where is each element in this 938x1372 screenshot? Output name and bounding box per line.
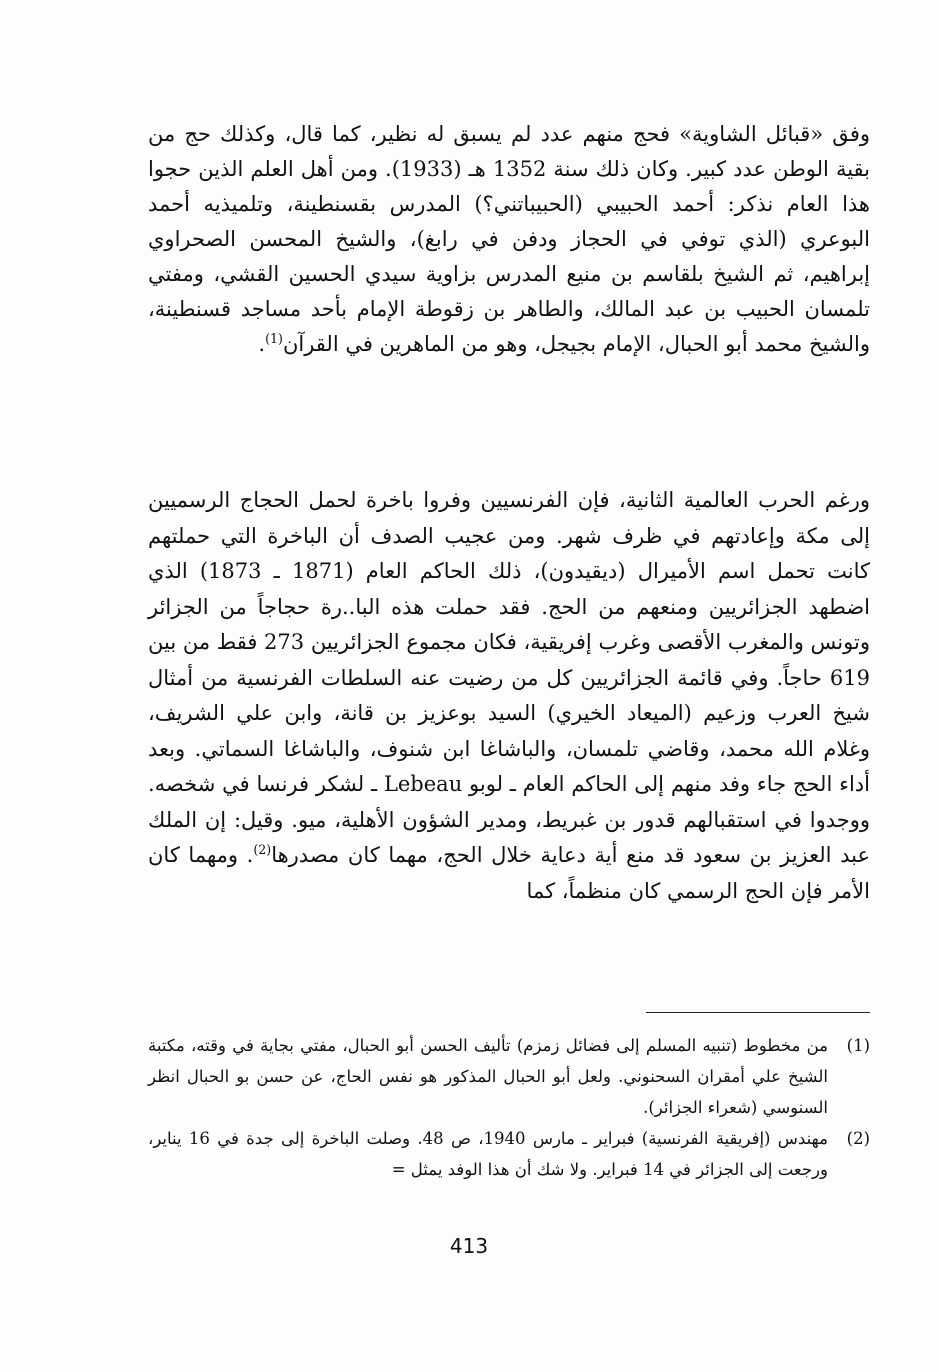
footnote-2-marker: (2) (846, 1129, 870, 1148)
paragraph-2 (148, 483, 870, 909)
footnote-divider (646, 1012, 870, 1013)
footnote-1 (148, 1030, 870, 1123)
paragraph-2-text: ورغم الحرب العالمية الثانية، فإن الفرنسيين وفروا باخرة لحمل الحجاج الرسميين إلى مكة وإعادتهم في ظرف شهر. ومن عجيب الصدف أن الباخرة التي حملتهم كانت تحمل اسم الأميرال (ديقيدون)، ذلك الحاكم العام (1871 ـ 1873) الذي اضطهد الجزائريين ومنعهم من الحج. فقد حملت هذه البا..رة حجاجاً من الجزائر وتونس والمغرب الأقصى وغرب إفريقية، فكان مجموع الجزائريين 273 فقط من بين 619 حاجاً. وفي قائمة الجزائريين كل من رضيت عنه السلطات الفرنسية من أمثال شيخ العرب وزعيم (الميعاد الخيري) السيد بوعزيز بن قانة، وابن علي الشريف، وغلام الله محمد، وقاضي تلمسان، والباشاغا ابن شنوف، والباشاغا السماتي. وبعد أداء الحج جاء وفد منهم إلى الحاكم العام ـ لوبو Lebeau ـ لشكر فرنسا في شخصه. ووجدوا في استقبالهم قدور بن غبريط، ومدير الشؤون الأهلية، ميو. وقيل: إن الملك عبد العزيز بن سعود قد منع أية دعاية خلال الحج، مهما كان مصدرها (148, 488, 870, 867)
footnote-2-text: مهندس (إفريقية الفرنسية) فبراير ـ مارس 1940، ص 48. وصلت الباخرة إلى جدة في 16 يناير، ورجعت إلى الجزائر في 14 فبراير. ولا شك أن هذا الوفد يمثل = (148, 1129, 828, 1179)
paragraph-2-tail: . ومهما كان الأمر فإن الحج الرسمي كان منظماً، كما (148, 843, 870, 903)
footnote-1-text: من مخطوط (تنبيه المسلم إلى فضائل زمزم) تأليف الحسن أبو الحبال، مفتي بجاية في وقته، مكتبة الشيخ علي أمقران السحنوني. ولعل أبو الحبال المذكور هو نفس الحاج، عن حسن بو الحبال انظر السنوسي (شعراء الجزائر). (148, 1036, 828, 1117)
page-number: 413 (449, 1234, 489, 1258)
paragraph-1 (148, 117, 870, 362)
footnote-ref-2: (2) (253, 842, 272, 857)
footnotes (148, 1030, 870, 1185)
footnote-1-marker: (1) (846, 1036, 870, 1055)
paragraph-1-end: . (258, 332, 266, 356)
paragraph-1-text: وفق «قبائل الشاوية» فحج منهم عدد لم يسبق له نظير، كما قال، وكذلك حج من بقية الوطن عدد كبير. وكان ذلك سنة 1352 هـ (1933). ومن أهل العلم الذين حجوا هذا العام نذكر: أحمد الحبيبي (الحبيباتني؟) المدرس بقسنطينة، وتلميذيه أحمد البوعري (الذي توفي في الحجاز ودفن في رابغ)، والشيخ المحسن الصحراوي إبراهيم، ثم الشيخ بلقاسم بن منيع المدرس بزاوية سيدي الحسين القشي، ومفتي تلمسان الحبيب بن عبد المالك، والطاهر بن زقوطة الإمام بأحد مساجد قسنطينة، والشيخ محمد أبو الحبال، الإمام بجيجل، وهو من الماهرين في القرآن (148, 122, 871, 356)
footnote-2 (148, 1123, 870, 1185)
footnote-ref-1: (1) (265, 331, 283, 346)
